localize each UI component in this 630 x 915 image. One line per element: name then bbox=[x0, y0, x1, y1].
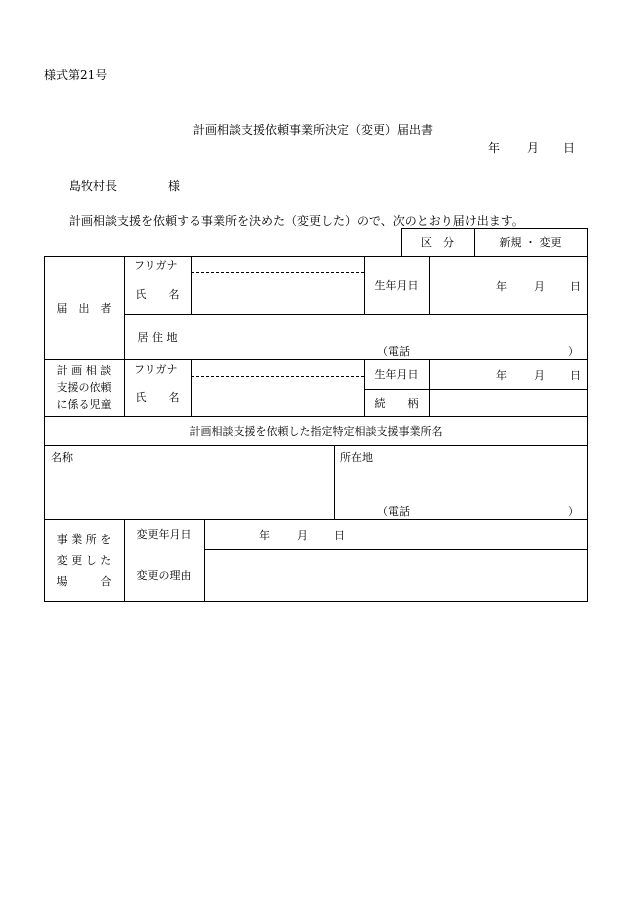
category-label: 区 分 bbox=[421, 236, 454, 249]
office-phone-close: ） bbox=[568, 505, 579, 518]
office-header: 計画相談支援を依頼した指定特定相談支援事業所名 bbox=[189, 424, 443, 438]
child-birth-month: 月 bbox=[534, 369, 545, 382]
applicant-section-label: 届 出 者 bbox=[56, 301, 112, 315]
applicant-address-label: 居 住 地 bbox=[137, 330, 178, 344]
child-birthdate-label: 生年月日 bbox=[374, 368, 419, 381]
change-year: 年 bbox=[259, 529, 270, 542]
child-relation-label: 続 柄 bbox=[374, 396, 419, 410]
change-day: 日 bbox=[334, 529, 345, 542]
office-name-label: 名称 bbox=[51, 451, 73, 464]
category-value[interactable]: 新規 ・ 変更 bbox=[499, 236, 562, 249]
change-date-label: 変更年月日 bbox=[136, 528, 192, 541]
applicant-birth-day: 日 bbox=[570, 280, 581, 293]
applicant-birth-month: 月 bbox=[534, 280, 545, 293]
applicant-birth-year: 年 bbox=[496, 280, 507, 293]
intro-text: 計画相談支援を依頼する事業所を決めた（変更した）ので、次のとおり届け出ます。 bbox=[69, 214, 524, 228]
child-birth-day: 日 bbox=[570, 369, 581, 382]
applicant-phone-open: （電話 bbox=[377, 345, 410, 358]
addressee-honorific: 様 bbox=[168, 179, 181, 193]
header-year: 年 bbox=[488, 141, 501, 155]
child-furigana-label: フリガナ bbox=[134, 363, 178, 376]
child-name-label: 氏 名 bbox=[135, 390, 180, 404]
applicant-name-label: 氏 名 bbox=[135, 287, 180, 301]
header-day: 日 bbox=[563, 141, 576, 155]
child-section-label: 計 画 相 談 支援の依頼 に係る児童 bbox=[56, 364, 112, 411]
addressee-name: 島牧村長 bbox=[69, 179, 118, 193]
child-birth-year: 年 bbox=[496, 369, 507, 382]
office-location-label: 所在地 bbox=[340, 451, 373, 464]
office-phone-open: （電話 bbox=[377, 505, 410, 518]
change-month: 月 bbox=[297, 529, 308, 542]
header-month: 月 bbox=[527, 141, 540, 155]
applicant-furigana-label: フリガナ bbox=[134, 259, 178, 272]
applicant-birthdate-label: 生年月日 bbox=[374, 279, 419, 292]
applicant-phone-close: ） bbox=[568, 345, 579, 358]
form-title: 計画相談支援依頼事業所決定（変更）届出書 bbox=[193, 123, 434, 137]
change-section-label: 事 業 所 を 変 更 し た 場 合 bbox=[56, 532, 112, 588]
change-reason-label: 変更の理由 bbox=[136, 569, 192, 582]
form-number: 様式第21号 bbox=[44, 68, 108, 82]
